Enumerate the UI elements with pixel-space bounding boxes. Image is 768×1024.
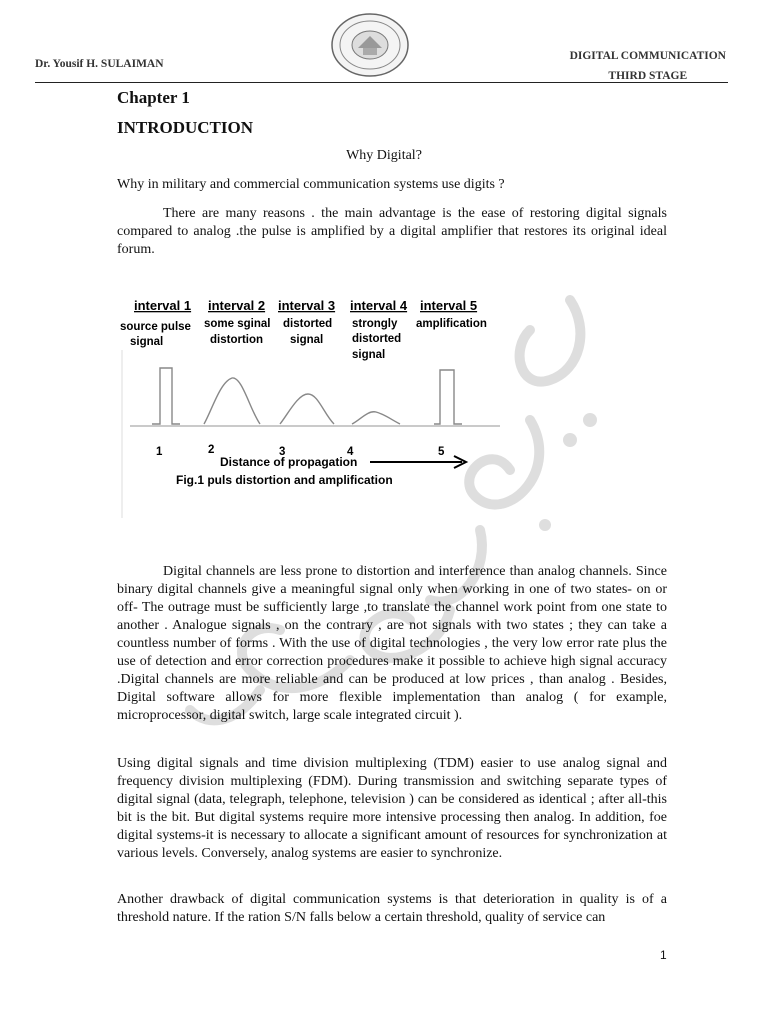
distorted-pulse-4-waveform [352,412,400,424]
desc-1-line-1: source pulse [120,321,191,333]
desc-5-line-1: amplification [416,318,487,330]
pulse-distortion-figure [112,290,512,520]
position-5: 5 [438,446,445,458]
paragraph-4: Another drawback of digital communication systems is that deterioration in quality is of a threshold nature. If the ration S/N falls below a certain threshold, quality of service can [117,892,667,925]
position-2: 2 [208,444,215,456]
interval-1-label: interval 1 [134,298,192,313]
header-divider [35,82,728,83]
chapter-label: Chapter 1 [117,88,190,107]
desc-4-line-2: distorted [352,333,402,345]
interval-3-label: interval 3 [278,298,336,313]
position-4: 4 [347,446,354,458]
source-pulse-waveform [152,368,180,424]
amplified-pulse-waveform [434,370,462,424]
paragraph-3: Using digital signals and time division multiplexing (TDM) easier to use analog signal and frequency division multiplexing (FDM). During transmission and switching separate types of digital signal (data, telegraph, telephone, television ) can be considered as identical ; after all-this bit is the bit. But digital systems require more intensive processing then analog. In addition, foe digital systems-it is necessary to allocate a significant amount of resources for synchronization at various levels. Conversely, analog systems are easier to synchronize. [117,756,667,861]
position-3: 3 [279,446,286,458]
university-seal-logo [330,12,410,78]
desc-4-line-3: signal [352,349,386,361]
desc-2-line-2: distortion [210,334,264,346]
interval-2-label: interval 2 [208,298,266,313]
section-heading: INTRODUCTION [117,118,254,137]
question-line: Why in military and commercial communication systems use digits ? [117,177,505,192]
distorted-pulse-3-waveform [280,394,334,424]
position-1: 1 [156,446,163,458]
course-title: DIGITAL COMMUNICATION [569,50,726,62]
interval-4-label: interval 4 [350,298,408,313]
author-name: Dr. Yousif H. SULAIMAN [35,58,164,70]
distorted-pulse-2-waveform [204,378,260,424]
propagation-label: Distance of propagation [220,455,358,469]
desc-2-line-1: some sginal [204,318,271,330]
desc-1-line-2: signal [130,336,164,348]
paragraph-1: There are many reasons . the main advantage is the ease of restoring digital signals compared to analog .the pulse is amplified by a digital amplifier that restores its original ideal forum. [117,206,667,257]
page-number: 1 [660,948,667,962]
header-course-info [570,46,726,86]
desc-4-line-1: strongly [352,318,398,330]
desc-3-line-2: signal [290,334,324,346]
subheading: Why Digital? [346,148,422,163]
paragraph-2: Digital channels are less prone to distortion and interference than analog channels. Since binary digital channels give a meaningful signal only when working in one of two states- on or off- The outrage must be sufficiently large ,to translate the channel work point from one state to another . Analogue signals , on the contrary , are not signals with two states ; they can take a countless number of forms . With the use of digital technologies , the very low error rate plus the use of detection and error correction procedures make it possible to achieve high signal accuracy .Digital channels are more reliable and can be produced at low prices , than analog . Besides, Digital software allows for more flexible implementation than analog ( for example, microprocessor, digital switch, large scale integrated circuit ). [117,564,667,723]
desc-3-line-1: distorted [283,318,333,330]
course-stage: THIRD STAGE [608,70,688,82]
interval-5-label: interval 5 [420,298,478,313]
figure-caption: Fig.1 puls distortion and amplification [176,473,393,487]
